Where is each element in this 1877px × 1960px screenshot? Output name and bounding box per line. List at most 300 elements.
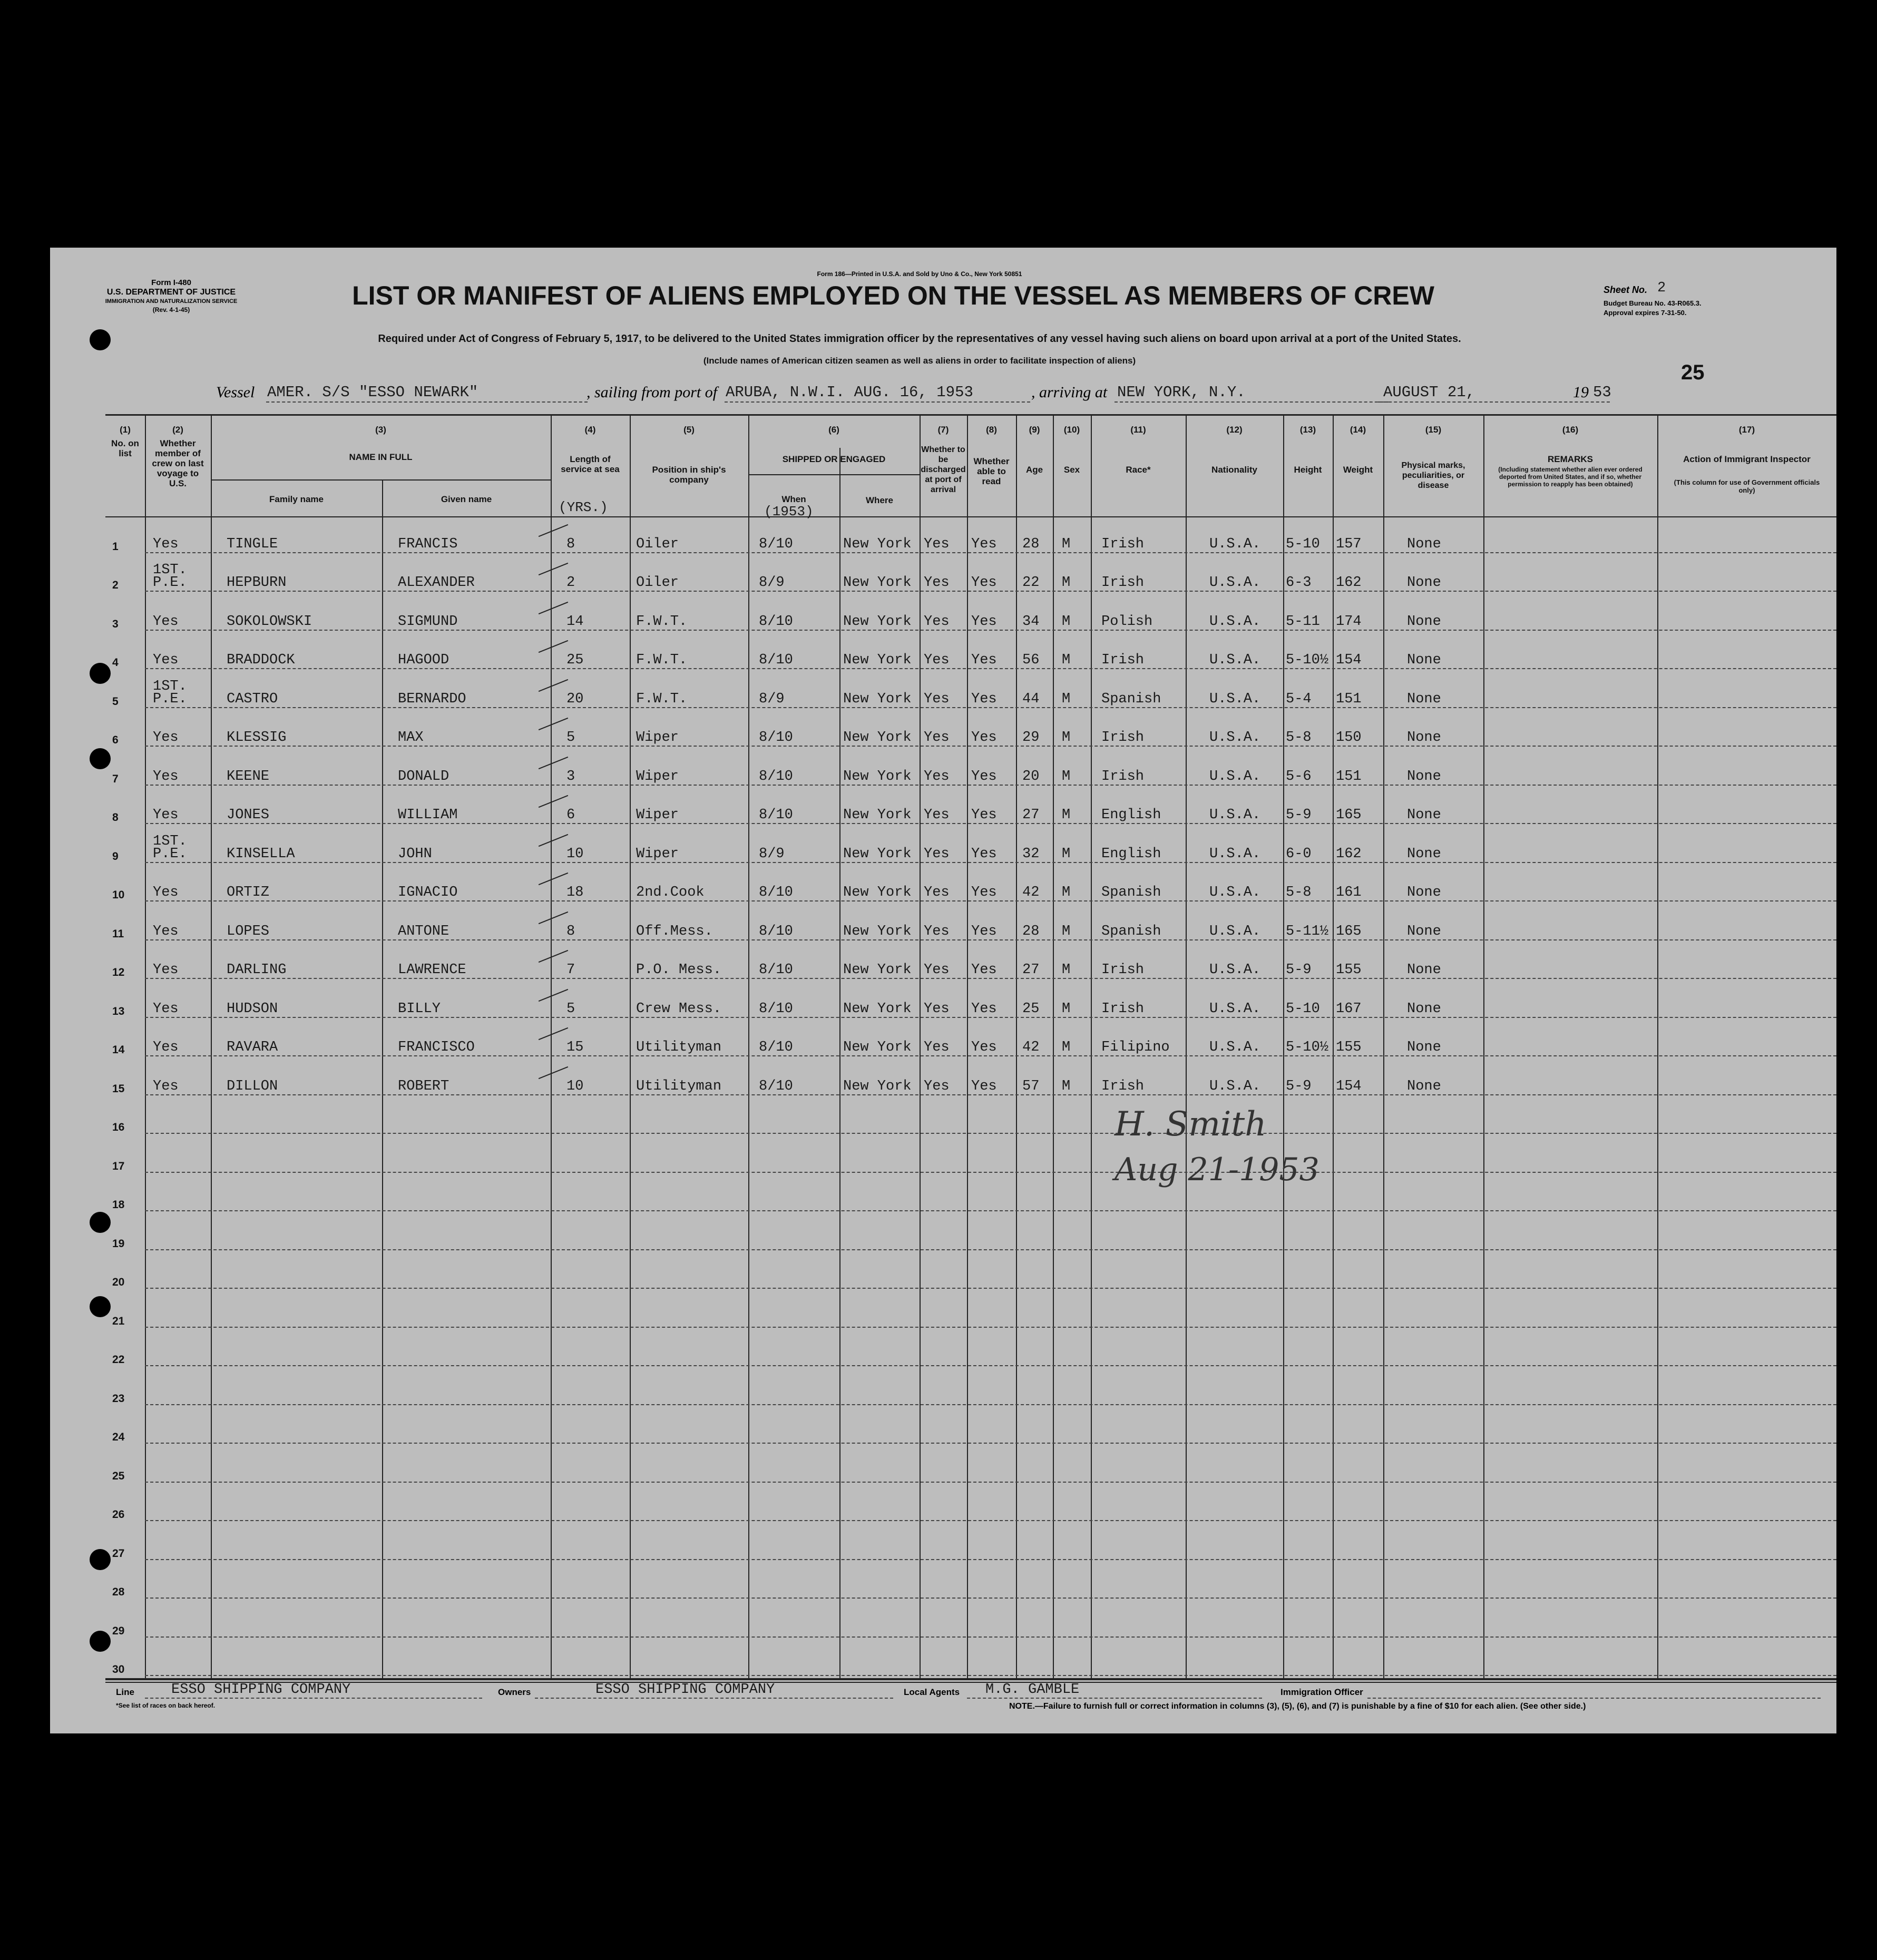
row-number: 30 bbox=[112, 1663, 125, 1675]
arriving-label: , arriving at bbox=[1031, 384, 1108, 401]
crew-position: Oiler bbox=[636, 575, 679, 591]
crew-given: ALEXANDER bbox=[398, 575, 475, 591]
row-rule bbox=[145, 1327, 1836, 1328]
row-rule bbox=[145, 1094, 1836, 1095]
budget-bureau: Budget Bureau No. 43-R065.3. bbox=[1604, 299, 1702, 307]
crew-when: 8/10 bbox=[759, 1001, 793, 1017]
crew-given: ANTONE bbox=[398, 923, 449, 939]
crew-sex: M bbox=[1062, 536, 1071, 552]
col9-header: Age bbox=[1025, 465, 1043, 475]
crew-service: 18 bbox=[566, 885, 584, 900]
crew-height: 5-4 bbox=[1286, 691, 1312, 707]
crew-when: 8/9 bbox=[759, 575, 785, 591]
crew-nationality: U.S.A. bbox=[1209, 1078, 1261, 1094]
col2-header: Whether member of crew on last voyage to U.S. bbox=[152, 438, 204, 488]
check-mark bbox=[539, 950, 568, 963]
col1-header: No. on list bbox=[111, 438, 139, 458]
check-mark bbox=[539, 679, 568, 691]
crew-read: Yes bbox=[971, 962, 997, 978]
col2-number: (2) bbox=[172, 425, 183, 435]
crew-position: Wiper bbox=[636, 730, 679, 746]
row-number: 22 bbox=[112, 1354, 125, 1366]
col1-number: (1) bbox=[120, 425, 131, 435]
crew-when: 8/10 bbox=[759, 885, 793, 900]
crew-nationality: U.S.A. bbox=[1209, 575, 1261, 591]
crew-discharged: Yes bbox=[924, 923, 950, 939]
row-number: 14 bbox=[112, 1044, 125, 1056]
crew-discharged: Yes bbox=[924, 691, 950, 707]
col8-number: (8) bbox=[986, 425, 997, 435]
crew-when: 8/9 bbox=[759, 846, 785, 862]
check-mark bbox=[539, 873, 568, 885]
col4-header: Length of service at sea bbox=[561, 454, 620, 474]
arrival-port: NEW YORK, N.Y. bbox=[1117, 384, 1246, 401]
row-rule bbox=[145, 862, 1836, 863]
crew-age: 32 bbox=[1022, 846, 1040, 862]
row-rule bbox=[145, 1443, 1836, 1444]
crew-family: RAVARA bbox=[227, 1040, 278, 1055]
crew-sex: M bbox=[1062, 1078, 1071, 1094]
row-number: 26 bbox=[112, 1508, 125, 1521]
crew-marks: None bbox=[1407, 1040, 1441, 1055]
crew-height: 6-3 bbox=[1286, 575, 1312, 591]
crew-last: Yes bbox=[153, 536, 179, 552]
crew-last: Yes bbox=[153, 962, 179, 978]
crew-where: New York bbox=[843, 1078, 912, 1094]
col13-header: Height bbox=[1294, 465, 1322, 475]
crew-when: 8/10 bbox=[759, 768, 793, 785]
crew-sex: M bbox=[1062, 807, 1071, 823]
crew-height: 5-6 bbox=[1286, 768, 1312, 785]
check-mark bbox=[539, 988, 568, 1001]
row-number: 20 bbox=[112, 1276, 125, 1288]
row-number: 11 bbox=[112, 927, 124, 940]
crew-given: SIGMUND bbox=[398, 613, 458, 630]
owners-value: ESSO SHIPPING COMPANY bbox=[595, 1682, 775, 1698]
crew-where: New York bbox=[843, 768, 912, 785]
crew-age: 42 bbox=[1022, 885, 1040, 900]
crew-last: P.E. bbox=[153, 575, 187, 591]
crew-family: KEENE bbox=[227, 768, 270, 785]
crew-last: Yes bbox=[153, 923, 179, 939]
crew-weight: 161 bbox=[1336, 885, 1362, 900]
crew-when: 8/10 bbox=[759, 962, 793, 978]
crew-where: New York bbox=[843, 962, 912, 978]
crew-position: Wiper bbox=[636, 807, 679, 823]
crew-marks: None bbox=[1407, 575, 1441, 591]
crew-height: 5-9 bbox=[1286, 962, 1312, 978]
crew-position: 2nd.Cook bbox=[636, 885, 705, 900]
crew-race: Polish bbox=[1101, 613, 1153, 630]
row-number: 12 bbox=[112, 966, 125, 978]
crew-weight: 165 bbox=[1336, 807, 1362, 823]
crew-age: 27 bbox=[1022, 962, 1040, 978]
col12-header: Nationality bbox=[1211, 465, 1257, 475]
col7-header: Whether to be discharged at port of arrival bbox=[921, 445, 966, 494]
crew-sex: M bbox=[1062, 652, 1071, 668]
crew-height: 5-11½ bbox=[1286, 923, 1329, 939]
row-number: 23 bbox=[112, 1392, 125, 1405]
crew-marks: None bbox=[1407, 1001, 1441, 1017]
crew-when: 8/10 bbox=[759, 807, 793, 823]
crew-age: 28 bbox=[1022, 923, 1040, 939]
crew-position: Oiler bbox=[636, 536, 679, 552]
crew-where: New York bbox=[843, 885, 912, 900]
crew-given: MAX bbox=[398, 730, 424, 746]
crew-last: P.E. bbox=[153, 846, 187, 862]
col6-number: (6) bbox=[828, 425, 839, 435]
crew-family: TINGLE bbox=[227, 536, 278, 552]
crew-nationality: U.S.A. bbox=[1209, 846, 1261, 862]
crew-read: Yes bbox=[971, 730, 997, 746]
crew-marks: None bbox=[1407, 652, 1441, 668]
crew-weight: 174 bbox=[1336, 613, 1362, 630]
crew-sex: M bbox=[1062, 1001, 1071, 1017]
crew-discharged: Yes bbox=[924, 1040, 950, 1055]
col6-when-header: When bbox=[781, 494, 806, 504]
crew-weight: 165 bbox=[1336, 923, 1362, 939]
crew-when: 8/10 bbox=[759, 613, 793, 630]
row-rule bbox=[145, 939, 1836, 940]
row-rule bbox=[145, 1133, 1836, 1134]
crew-read: Yes bbox=[971, 691, 997, 707]
crew-nationality: U.S.A. bbox=[1209, 768, 1261, 785]
check-mark bbox=[539, 795, 568, 808]
crew-position: Wiper bbox=[636, 768, 679, 785]
crew-age: 22 bbox=[1022, 575, 1040, 591]
crew-service: 8 bbox=[566, 536, 575, 552]
crew-nationality: U.S.A. bbox=[1209, 730, 1261, 746]
col15-header: Physical marks, peculiarities, or disease bbox=[1401, 461, 1465, 490]
col14-number: (14) bbox=[1350, 425, 1366, 435]
crew-last: Yes bbox=[153, 1001, 179, 1017]
col5-header: Position in ship's company bbox=[652, 465, 726, 485]
crew-given: LAWRENCE bbox=[398, 962, 466, 978]
crew-prefix: 1ST. bbox=[153, 833, 187, 849]
crew-race: English bbox=[1101, 807, 1161, 823]
crew-discharged: Yes bbox=[924, 613, 950, 630]
crew-marks: None bbox=[1407, 807, 1441, 823]
col7-number: (7) bbox=[937, 425, 949, 435]
crew-where: New York bbox=[843, 613, 912, 630]
crew-where: New York bbox=[843, 1001, 912, 1017]
crew-height: 5-8 bbox=[1286, 885, 1312, 900]
crew-discharged: Yes bbox=[924, 575, 950, 591]
crew-read: Yes bbox=[971, 807, 997, 823]
crew-service: 3 bbox=[566, 768, 575, 785]
crew-where: New York bbox=[843, 575, 912, 591]
crew-position: F.W.T. bbox=[636, 652, 688, 668]
crew-nationality: U.S.A. bbox=[1209, 1001, 1261, 1017]
crew-age: 34 bbox=[1022, 613, 1040, 630]
crew-when: 8/10 bbox=[759, 652, 793, 668]
crew-sex: M bbox=[1062, 691, 1071, 707]
row-rule bbox=[145, 823, 1836, 824]
crew-marks: None bbox=[1407, 885, 1441, 900]
col17-subheader: (This column for use of Government officials only) bbox=[1674, 478, 1820, 494]
crew-weight: 151 bbox=[1336, 768, 1362, 785]
crew-prefix: 1ST. bbox=[153, 562, 187, 578]
check-mark bbox=[539, 756, 568, 769]
crew-age: 27 bbox=[1022, 807, 1040, 823]
col8-header: Whether able to read bbox=[973, 456, 1010, 486]
crew-age: 57 bbox=[1022, 1078, 1040, 1094]
page-title: LIST OR MANIFEST OF ALIENS EMPLOYED ON THE VESSEL AS MEMBERS OF CREW bbox=[352, 281, 1434, 310]
row-rule bbox=[145, 1520, 1836, 1521]
crew-discharged: Yes bbox=[924, 536, 950, 552]
crew-position: Utilityman bbox=[636, 1078, 722, 1094]
check-mark bbox=[539, 640, 568, 653]
year-prefix: 19 bbox=[1573, 384, 1589, 401]
crew-given: IGNACIO bbox=[398, 885, 458, 900]
arrival-date: AUGUST 21, bbox=[1383, 384, 1475, 401]
crew-service: 5 bbox=[566, 730, 575, 746]
row-rule bbox=[145, 1017, 1836, 1018]
crew-read: Yes bbox=[971, 1040, 997, 1055]
crew-last: Yes bbox=[153, 885, 179, 900]
crew-prefix: 1ST. bbox=[153, 678, 187, 694]
col6-header: SHIPPED OR ENGAGED bbox=[782, 454, 886, 464]
crew-family: DARLING bbox=[227, 962, 287, 978]
crew-given: BILLY bbox=[398, 1001, 441, 1017]
form-id: Form I-480 bbox=[151, 278, 191, 287]
crew-where: New York bbox=[843, 807, 912, 823]
row-number: 16 bbox=[112, 1121, 125, 1133]
crew-when: 8/10 bbox=[759, 1040, 793, 1055]
crew-read: Yes bbox=[971, 885, 997, 900]
crew-read: Yes bbox=[971, 768, 997, 785]
crew-sex: M bbox=[1062, 730, 1071, 746]
crew-discharged: Yes bbox=[924, 962, 950, 978]
crew-sex: M bbox=[1062, 923, 1071, 939]
row-rule bbox=[145, 978, 1836, 979]
punch-hole bbox=[90, 1296, 111, 1317]
vessel-name: AMER. S/S "ESSO NEWARK" bbox=[267, 384, 478, 401]
crew-race: Irish bbox=[1101, 962, 1145, 978]
crew-read: Yes bbox=[971, 652, 997, 668]
punch-hole bbox=[90, 1631, 111, 1652]
crew-last: Yes bbox=[153, 768, 179, 785]
crew-discharged: Yes bbox=[924, 1001, 950, 1017]
row-rule bbox=[145, 591, 1836, 592]
crew-discharged: Yes bbox=[924, 1078, 950, 1094]
col16-number: (16) bbox=[1562, 425, 1579, 435]
crew-service: 8 bbox=[566, 923, 575, 939]
crew-discharged: Yes bbox=[924, 730, 950, 746]
crew-race: Irish bbox=[1101, 730, 1145, 746]
crew-weight: 150 bbox=[1336, 730, 1362, 746]
row-rule bbox=[145, 1404, 1836, 1405]
crew-service: 25 bbox=[566, 652, 584, 668]
crew-discharged: Yes bbox=[924, 846, 950, 862]
crew-family: HEPBURN bbox=[227, 575, 287, 591]
line-label: Line bbox=[116, 1687, 134, 1697]
crew-given: JOHN bbox=[398, 846, 432, 862]
crew-nationality: U.S.A. bbox=[1209, 923, 1261, 939]
crew-read: Yes bbox=[971, 923, 997, 939]
col10-header: Sex bbox=[1063, 465, 1080, 475]
sailing-label: , sailing from port of bbox=[586, 384, 718, 401]
crew-age: 28 bbox=[1022, 536, 1040, 552]
check-mark bbox=[539, 601, 568, 614]
crew-race: English bbox=[1101, 846, 1161, 862]
crew-nationality: U.S.A. bbox=[1209, 1040, 1261, 1055]
crew-height: 5-10 bbox=[1286, 1001, 1320, 1017]
row-number: 29 bbox=[112, 1624, 125, 1637]
crew-age: 56 bbox=[1022, 652, 1040, 668]
crew-when: 8/10 bbox=[759, 536, 793, 552]
row-number: 8 bbox=[112, 811, 119, 824]
crew-family: DILLON bbox=[227, 1078, 278, 1094]
crew-marks: None bbox=[1407, 1078, 1441, 1094]
crew-race: Spanish bbox=[1101, 691, 1161, 707]
col6-where-header: Where bbox=[866, 495, 893, 505]
row-number: 5 bbox=[112, 695, 119, 708]
crew-marks: None bbox=[1407, 613, 1441, 630]
crew-height: 5-9 bbox=[1286, 1078, 1312, 1094]
row-rule bbox=[145, 1482, 1836, 1483]
row-number: 13 bbox=[112, 1005, 125, 1017]
row-rule bbox=[145, 707, 1836, 708]
crew-family: KINSELLA bbox=[227, 846, 295, 862]
col4-unit: (YRS.) bbox=[559, 499, 608, 515]
subtitle: Required under Act of Congress of February 5, 1917, to be delivered to the United States immigration officer by the representatives of any vessel having such aliens on board upon arrival at a port of the United States. bbox=[378, 333, 1461, 345]
crew-nationality: U.S.A. bbox=[1209, 962, 1261, 978]
row-number: 18 bbox=[112, 1199, 125, 1211]
manifest-sheet bbox=[50, 248, 1836, 1733]
col10-number: (10) bbox=[1063, 425, 1080, 435]
col13-number: (13) bbox=[1299, 425, 1316, 435]
crew-weight: 157 bbox=[1336, 536, 1362, 552]
crew-height: 5-8 bbox=[1286, 730, 1312, 746]
crew-marks: None bbox=[1407, 730, 1441, 746]
crew-position: Utilityman bbox=[636, 1040, 722, 1055]
sheet-number: 2 bbox=[1657, 280, 1666, 296]
row-number: 27 bbox=[112, 1547, 125, 1560]
crew-marks: None bbox=[1407, 846, 1441, 862]
crew-last: Yes bbox=[153, 1040, 179, 1055]
crew-read: Yes bbox=[971, 1001, 997, 1017]
col9-number: (9) bbox=[1029, 425, 1040, 435]
row-rule bbox=[145, 900, 1836, 901]
row-rule bbox=[145, 1055, 1836, 1056]
crew-position: F.W.T. bbox=[636, 613, 688, 630]
crew-weight: 154 bbox=[1336, 1078, 1362, 1094]
crew-where: New York bbox=[843, 846, 912, 862]
row-number: 7 bbox=[112, 772, 119, 785]
crew-weight: 154 bbox=[1336, 652, 1362, 668]
crew-family: BRADDOCK bbox=[227, 652, 295, 668]
crew-where: New York bbox=[843, 1040, 912, 1055]
col16-header: REMARKS bbox=[1548, 454, 1593, 464]
crew-family: SOKOLOWSKI bbox=[227, 613, 312, 630]
crew-race: Irish bbox=[1101, 1001, 1145, 1017]
row-rule bbox=[145, 668, 1836, 669]
crew-given: FRANCIS bbox=[398, 536, 458, 552]
crew-last: Yes bbox=[153, 652, 179, 668]
row-number: 28 bbox=[112, 1586, 125, 1598]
crew-race: Spanish bbox=[1101, 923, 1161, 939]
row-rule bbox=[145, 1559, 1836, 1560]
col14-header: Weight bbox=[1343, 465, 1373, 475]
col4-number: (4) bbox=[584, 425, 596, 435]
row-rule bbox=[145, 1675, 1836, 1676]
crew-service: 10 bbox=[566, 1078, 584, 1094]
crew-family: KLESSIG bbox=[227, 730, 287, 746]
crew-where: New York bbox=[843, 691, 912, 707]
crew-last: Yes bbox=[153, 1078, 179, 1094]
col3-given-header: Given name bbox=[441, 494, 492, 504]
row-rule bbox=[145, 785, 1836, 786]
crew-sex: M bbox=[1062, 962, 1071, 978]
crew-when: 8/10 bbox=[759, 1078, 793, 1094]
col6-year: (1953) bbox=[764, 504, 814, 520]
crew-race: Irish bbox=[1101, 1078, 1145, 1094]
crew-service: 15 bbox=[566, 1040, 584, 1055]
crew-discharged: Yes bbox=[924, 885, 950, 900]
crew-family: ORTIZ bbox=[227, 885, 270, 900]
crew-weight: 167 bbox=[1336, 1001, 1362, 1017]
crew-family: LOPES bbox=[227, 923, 270, 939]
crew-weight: 162 bbox=[1336, 575, 1362, 591]
row-number: 1 bbox=[112, 540, 119, 553]
crew-marks: None bbox=[1407, 923, 1441, 939]
crew-last: Yes bbox=[153, 807, 179, 823]
punch-hole bbox=[90, 1212, 111, 1233]
crew-when: 8/10 bbox=[759, 923, 793, 939]
crew-service: 10 bbox=[566, 846, 584, 862]
crew-position: Off.Mess. bbox=[636, 923, 713, 939]
crew-sex: M bbox=[1062, 768, 1071, 785]
check-mark bbox=[539, 563, 568, 575]
check-mark bbox=[539, 718, 568, 730]
crew-weight: 155 bbox=[1336, 1040, 1362, 1055]
row-rule bbox=[145, 1210, 1836, 1211]
crew-read: Yes bbox=[971, 575, 997, 591]
crew-read: Yes bbox=[971, 1078, 997, 1094]
check-mark bbox=[539, 1066, 568, 1079]
crew-weight: 155 bbox=[1336, 962, 1362, 978]
row-number: 10 bbox=[112, 889, 125, 901]
crew-nationality: U.S.A. bbox=[1209, 691, 1261, 707]
row-number: 19 bbox=[112, 1237, 125, 1250]
departure-port: ARUBA, N.W.I. AUG. 16, 1953 bbox=[726, 384, 973, 401]
punch-hole bbox=[90, 748, 111, 769]
row-number: 9 bbox=[112, 850, 119, 863]
crew-race: Filipino bbox=[1101, 1040, 1170, 1055]
punch-hole bbox=[90, 329, 111, 350]
signature-date: Aug 21-1953 bbox=[1115, 1151, 1319, 1188]
row-number: 6 bbox=[112, 734, 119, 746]
crew-age: 29 bbox=[1022, 730, 1040, 746]
crew-age: 20 bbox=[1022, 768, 1040, 785]
line-value: ESSO SHIPPING COMPANY bbox=[171, 1682, 351, 1698]
row-number: 2 bbox=[112, 579, 119, 591]
crew-last: P.E. bbox=[153, 691, 187, 707]
crew-given: ROBERT bbox=[398, 1078, 449, 1094]
row-number: 24 bbox=[112, 1431, 125, 1443]
crew-weight: 151 bbox=[1336, 691, 1362, 707]
row-number: 25 bbox=[112, 1469, 125, 1482]
crew-height: 6-0 bbox=[1286, 846, 1312, 862]
row-number: 4 bbox=[112, 656, 119, 669]
punch-hole bbox=[90, 1549, 111, 1570]
crew-age: 25 bbox=[1022, 1001, 1040, 1017]
service: IMMIGRATION AND NATURALIZATION SERVICE bbox=[105, 298, 238, 305]
col16-subheader: (Including statement whether alien ever ordered deported from United States, and if so, whether permission to reapply has been obtained) bbox=[1498, 466, 1643, 488]
sheet-label: Sheet No. bbox=[1604, 285, 1648, 295]
col12-number: (12) bbox=[1226, 425, 1243, 435]
